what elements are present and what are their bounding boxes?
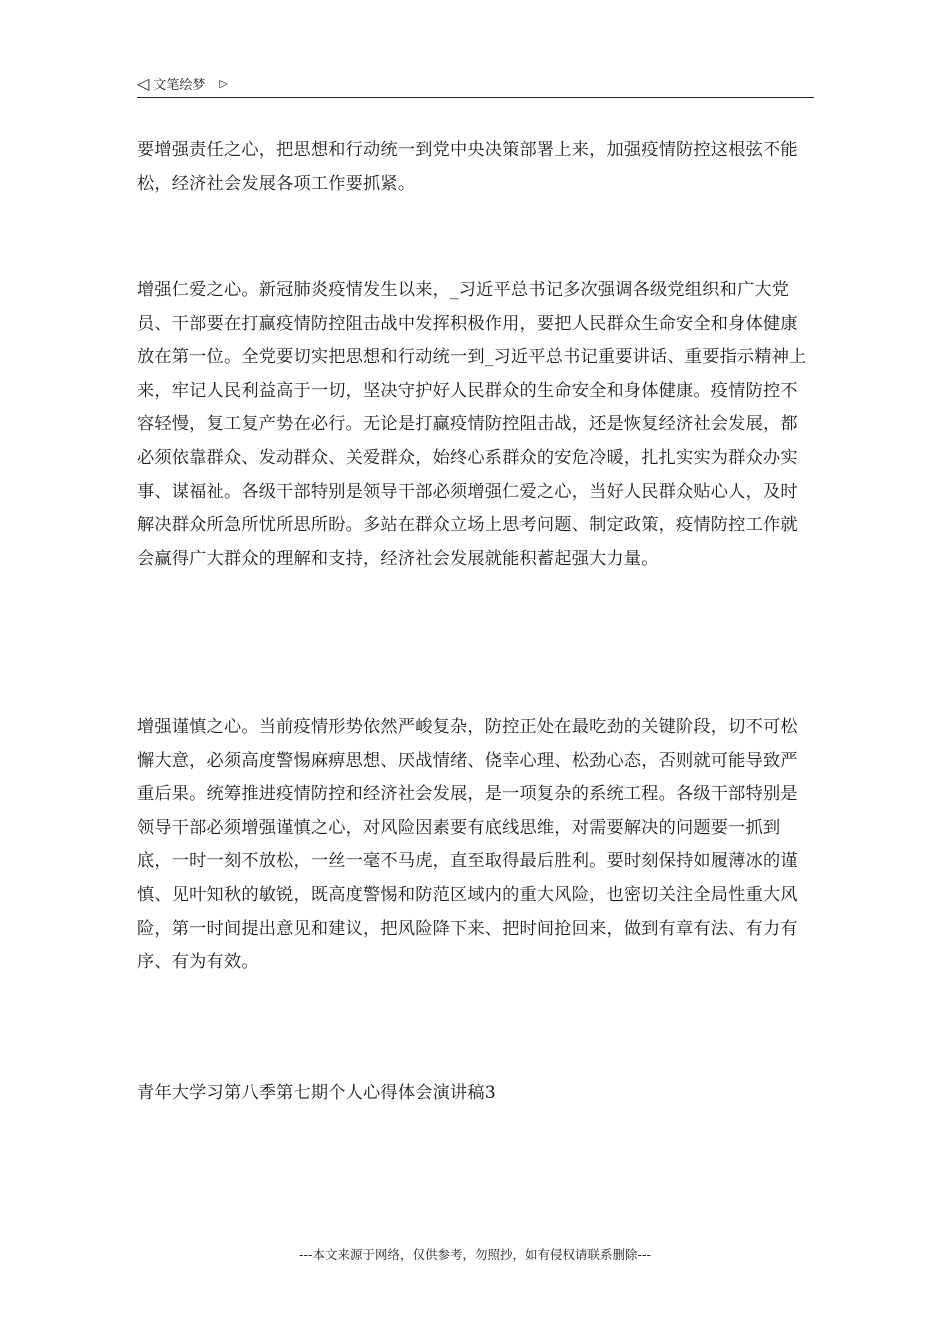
- paragraph-intro: 要增强责任之心，把思想和行动统一到党中央决策部署上来，加强疫情防控这根弦不能松，经济社会发展各项工作要抓紧。: [137, 140, 798, 194]
- triangle-right-icon: ▷: [219, 76, 228, 90]
- paragraph-prudence: 增强谨慎之心。当前疫情形势依然严峻复杂，防控正处在最吃劲的关键阶段，切不可松懈大意，必须高度警惕麻痹思想、厌战情绪、侥幸心理、松劲心态，否则就可能导致严重后果。统筹推进疫情防控和经济社会发展，是一项复杂的系统工程。各级干部特别是领导干部必须增强谨慎之心，对风险因素要有底线思维，对需要解决的问题要一抓到底，一时一刻不放松，一丝一毫不马虎，直至取得最后胜利。要时刻保持如履薄冰的谨慎、见叶知秋的敏锐，既高度警惕和防范区域内的重大风险，也密切关注全局性重大风险，第一时间提出意见和建议，把风险降下来、把时间抢回来，做到有章有法、有力有序、有为有效。: [137, 717, 798, 973]
- section-title: 青年大学习第八季第七期个人心得体会演讲稿3: [137, 1083, 496, 1103]
- paragraph-compassion: 增强仁爱之心。新冠肺炎疫情发生以来，_习近平总书记多次强调各级党组织和广大党员、干部要在打赢疫情防控阻击战中发挥积极作用，要把人民群众生命安全和身体健康放在第一位。全党要切实把思想和行动统一到_习近平总书记重要讲话、重要指示精神上来，牢记人民利益高于一切，坚决守护好人民群众的生命安全和身体健康。疫情防控不容轻慢，复工复产势在必行。无论是打赢疫情防控阻击战，还是恢复经济社会发展，都必须依靠群众、发动群众、关爱群众，始终心系群众的安危冷暖，扎扎实实为群众办实事、谋福祉。各级干部特别是领导干部必须增强仁爱之心，当好人民群众贴心人，及时解决群众所急所忧所思所盼。多站在群众立场上思考问题、制定政策，疫情防控工作就会赢得广大群众的理解和支持，经济社会发展就能积蓄起强大力量。: [137, 280, 807, 569]
- header-divider: [137, 97, 814, 98]
- triangle-left-icon: ◁: [137, 73, 150, 93]
- document-header: [137, 74, 228, 93]
- brand-name: 文笔绘梦: [153, 78, 206, 93]
- footer-notice: ---本文来源于网络，仅供参考，勿照抄，如有侵权请联系删除---: [298, 1247, 652, 1262]
